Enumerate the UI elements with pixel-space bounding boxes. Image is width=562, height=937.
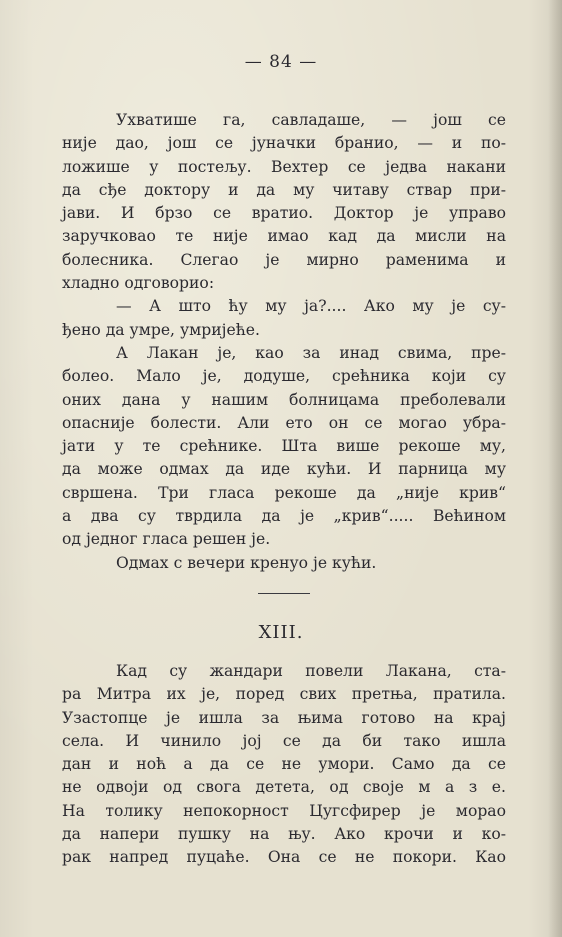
text-line: оних дана у нашим болницама преболевали xyxy=(62,390,506,409)
text-line: хладно одговорио: xyxy=(62,274,215,293)
page-number: — 84 — xyxy=(244,52,318,72)
text-line: не одвоји од свога детета, од своје м а з е. xyxy=(62,778,506,797)
text-line: — А што ћу му ја?.... Ако му је су- xyxy=(116,297,506,316)
text-line: а два су тврдила да је „крив“..... Већином xyxy=(62,507,506,526)
text-line: од једног гласа решен је. xyxy=(62,530,271,549)
text-line: заручковао те није имао кад да мисли на xyxy=(62,227,506,246)
text-line: болео. Мало је, додуше, срећника који су xyxy=(62,367,506,386)
page-edge-shadow xyxy=(548,0,562,937)
chapter-12-closing-text xyxy=(62,109,506,575)
text-line: А Лакан је, као за инад свима, пре- xyxy=(116,343,506,362)
text-line: ра Митра их је, поред свих претња, пратила. xyxy=(62,685,506,704)
text-line: опасније болести. Али ето он се могао убра- xyxy=(62,413,506,432)
text-line: болесника. Слегао је мирно раменима и xyxy=(62,250,506,269)
text-line: села. И чинило јој се да би тако ишла xyxy=(62,731,506,750)
text-line: Узастопце је ишла за њима готово на крај xyxy=(62,708,506,727)
text-line: да сђе доктору и да му читаву ствар при- xyxy=(62,180,506,199)
text-line: Кад су жандари повели Лакана, ста- xyxy=(116,662,506,680)
text-line: није дао, још се јуначки бранио, — и по- xyxy=(62,134,506,153)
text-line: Одмах с вечери кренуо је кући. xyxy=(116,553,377,572)
chapter-13-text xyxy=(62,660,506,870)
text-line: ђено да умре, умријеће. xyxy=(62,320,260,339)
text-line: На толику непокорност Цугсфирер је морао xyxy=(62,801,506,820)
text-line: јави. И брзо се вратио. Доктор је управо xyxy=(62,204,506,223)
text-line: да може одмах да иде кући. И парница му xyxy=(62,460,506,479)
section-divider xyxy=(258,593,310,594)
text-line: свршена. Три гласа рекоше да „није крив“ xyxy=(62,483,506,502)
text-line: ложише у постељу. Вехтер се једва накани xyxy=(62,157,506,176)
text-line: да напери пушку на њу. Ако крочи и ко- xyxy=(62,825,506,844)
text-line: дан и ноћ а да се не умори. Само да се xyxy=(62,755,506,774)
text-line: Ухватише га, савладаше, — још се xyxy=(116,111,506,129)
text-line: рак напред пуцаће. Она се не покори. Као xyxy=(62,848,506,867)
chapter-heading: XIII. xyxy=(258,622,304,643)
text-line: јати у те срећнике. Шта више рекоше му, xyxy=(62,437,506,456)
